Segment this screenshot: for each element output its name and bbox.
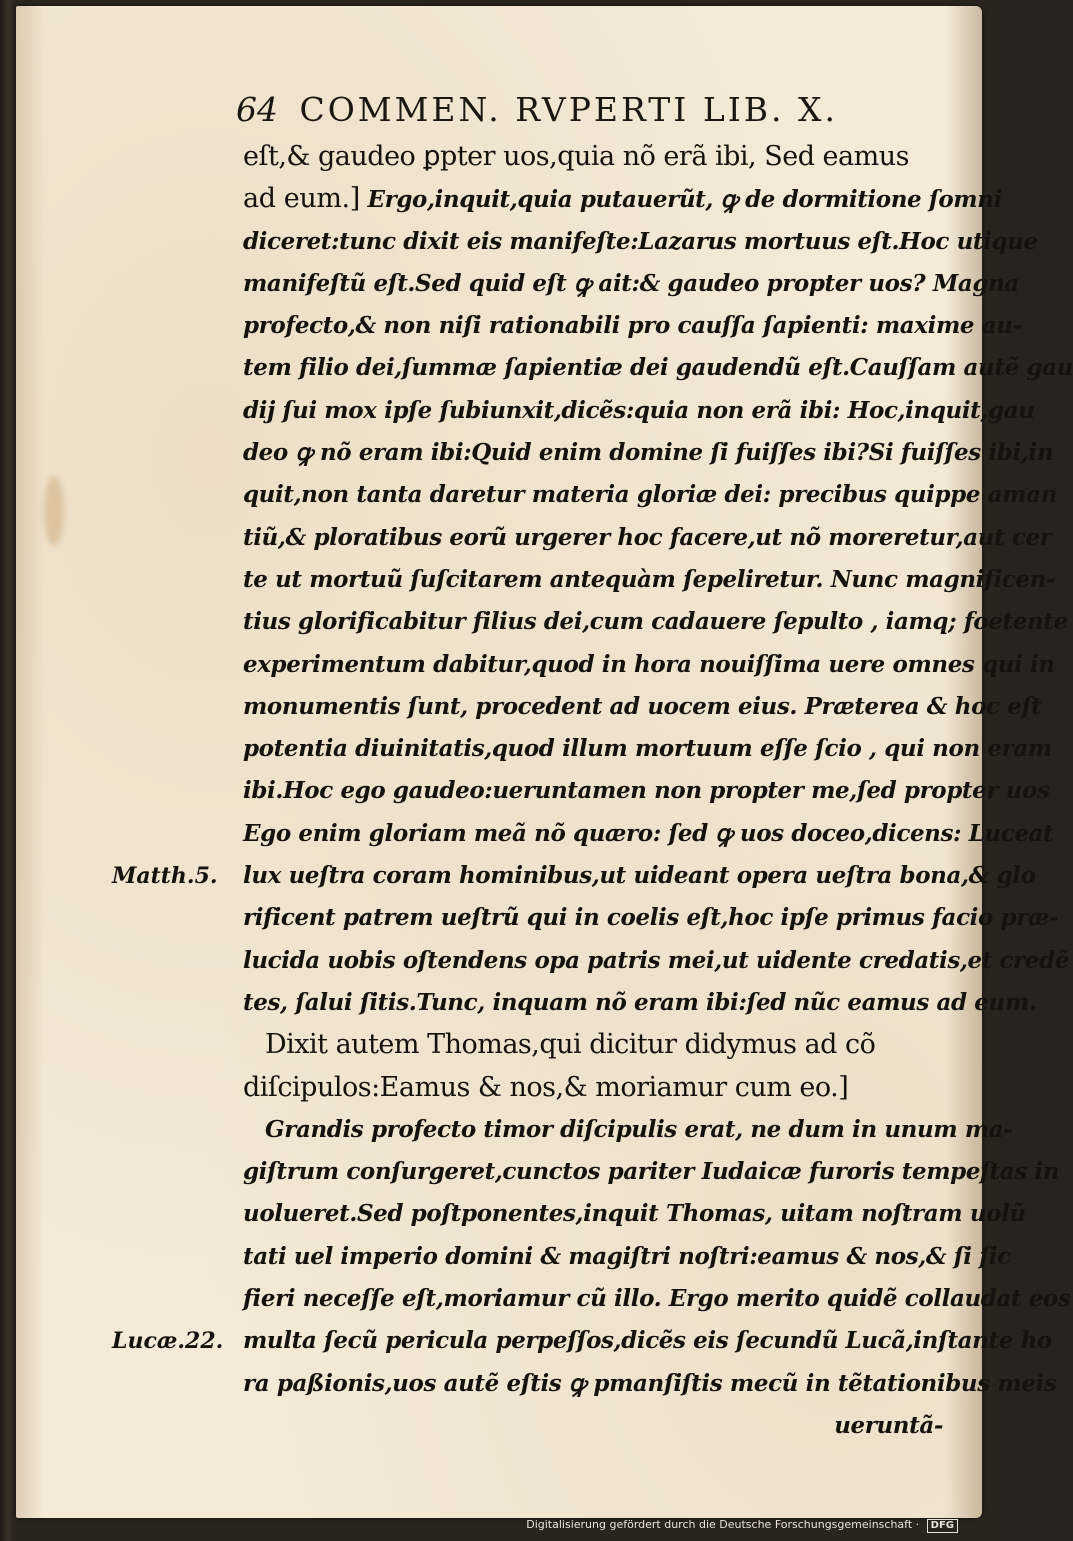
text-segment: quit,non tanta daretur materia gloriæ dei: precibus quippe aman [243,481,1057,509]
text-segment: ra paßionis,uos autẽ eſtis ꝙ pmanſiſtis mecũ in tẽtationibus meis [243,1369,1057,1397]
paper-stain [44,476,64,546]
text-segment: potentia diuinitatis,quod illum mortuum eſſe ſcio , qui non eram [243,735,1052,763]
text-line [243,1363,1057,1405]
text-line [243,982,1037,1024]
text-segment: tes, ſalui ſitis.Tunc, inquam nõ eram ibi:ſed nũc eamus ad eum. [243,988,1037,1016]
text-segment: Ergo,inquit,quia putauerũt, ꝙ de dormitione ſomni [359,186,1002,214]
text-segment: tem filio dei,ſummæ ſapientiæ dei gaudendũ eſt.Cauſſam autẽ gau [243,354,1073,382]
text-segment: te ut mortuũ ſuſcitarem antequàm ſepeliretur. Nunc magnificen- [243,565,1056,593]
text-line [243,136,943,178]
text-segment: uolueret.Sed poſtponentes,inquit Thomas, uitam noſtram uolũ [243,1200,1026,1228]
text-segment: dij ſui mox ipſe ſubiunxit,dicẽs:quia non erã ibi: Hoc,inquit,gau [243,396,1035,424]
text-segment: profecto,& non niſi rationabili pro cauſſa ſapienti: maxime au- [243,312,1022,340]
text-segment: rificent patrem ueſtrũ qui in coelis eſt,hoc ipſe primus facio præ- [243,904,1059,932]
running-header [236,90,856,129]
text-line [243,1320,1052,1362]
text-segment: giſtrum conſurgeret,cunctos pariter Iudaicæ furoris tempeſtas in [243,1158,1060,1186]
text-line [243,1236,1011,1278]
text-segment: experimentum dabitur,quod in hora nouiſſima uere omnes qui in [243,650,1055,678]
margin-reference: Lucæ.22. [112,1328,224,1355]
text-line [243,770,1050,812]
text-segment: monumentis ſunt, procedent ad uocem eius. Præterea & hoc eſt [243,692,1042,720]
text-line [243,305,1022,347]
text-segment: lucida uobis oſtendens opa patris mei,ut uidente credatis,et credẽ [243,946,1070,974]
text-line [243,855,1036,897]
margin-reference: Matth.5. [112,863,218,890]
text-line [243,390,1035,432]
credit-text: Digitalisierung gefördert durch die Deutsche Forschungsgemeinschaft · [526,1518,920,1531]
text-segment: fieri neceſſe eſt,moriamur cũ illo. Ergo merito quidẽ collaudat eos [243,1285,1071,1313]
text-line [243,347,1073,389]
text-line [243,1193,1026,1235]
text-segment: diceret:tunc dixit eis manifeſte:Lazarus mortuus eſt.Hoc utique [243,227,1038,255]
text-line [243,728,1052,770]
text-line [243,940,1070,982]
text-segment: multa ſecũ pericula perpeſſos,dicẽs eis ſecundũ Lucã,inſtante ho [243,1327,1052,1355]
text-line [243,1405,943,1447]
text-segment: ad eum.] [243,183,360,215]
text-line [243,178,1002,220]
digitization-credit [526,1518,958,1533]
text-line [243,686,1042,728]
text-line [243,1024,943,1066]
text-line [243,1278,1071,1320]
text-line [243,221,1038,263]
text-segment: tiũ,& ploratibus eorũ urgerer hoc facere,ut nõ moreretur,aut cer [243,523,1052,551]
text-line [243,897,1059,939]
text-segment: diſcipulos:Eamus & nos,& moriamur cum eo.] [243,1071,849,1103]
text-line [243,263,1019,305]
text-segment: lux ueſtra coram hominibus,ut uideant opera ueſtra bona,& glo [243,862,1036,890]
text-line [243,601,1068,643]
text-line [243,474,1057,516]
text-segment: tati uel imperio domini & magiſtri noſtri:eamus & nos,& ſi ſic [243,1242,1011,1270]
text-segment: Dixit autem Thomas,qui dicitur didymus ad cõ [265,1029,876,1061]
running-title: COMMEN. RVPERTI LIB. X. [299,90,838,129]
text-segment: tius glorificabitur filius dei,cum cadauere ſepulto , iamq; foetente [243,608,1068,636]
text-segment: eſt,& gaudeo ꝑpter uos,quia nõ erã ibi, Sed eamus [243,141,909,172]
text-line [243,644,1055,686]
text-line [243,1109,1013,1151]
page-number: 64 [236,90,278,129]
text-line [243,432,1054,474]
text-segment: deo ꝙ nõ eram ibi:Quid enim domine ſi fuiſſes ibi?Si fuiſſes ibi,in [243,439,1054,467]
text-segment: manifeſtũ eſt.Sed quid eſt ꝙ ait:& gaudeo propter uos? Magna [243,269,1019,297]
text-segment: ibi.Hoc ego gaudeo:ueruntamen non propter me,ſed propter uos [243,777,1050,805]
text-segment: ueruntã- [834,1411,943,1439]
text-segment: Grandis profecto timor diſcipulis erat, ne dum in unum ma- [265,1115,1013,1143]
text-segment: Ego enim gloriam meã nõ quæro: ſed ꝙ uos doceo,dicens: Luceat [243,819,1054,847]
text-line [243,1151,1060,1193]
text-line [243,1067,943,1109]
commentary-text [243,136,1073,1447]
text-line [243,813,1054,855]
dfg-logo: DFG [927,1519,958,1533]
text-line [243,517,1052,559]
text-line [243,559,1056,601]
